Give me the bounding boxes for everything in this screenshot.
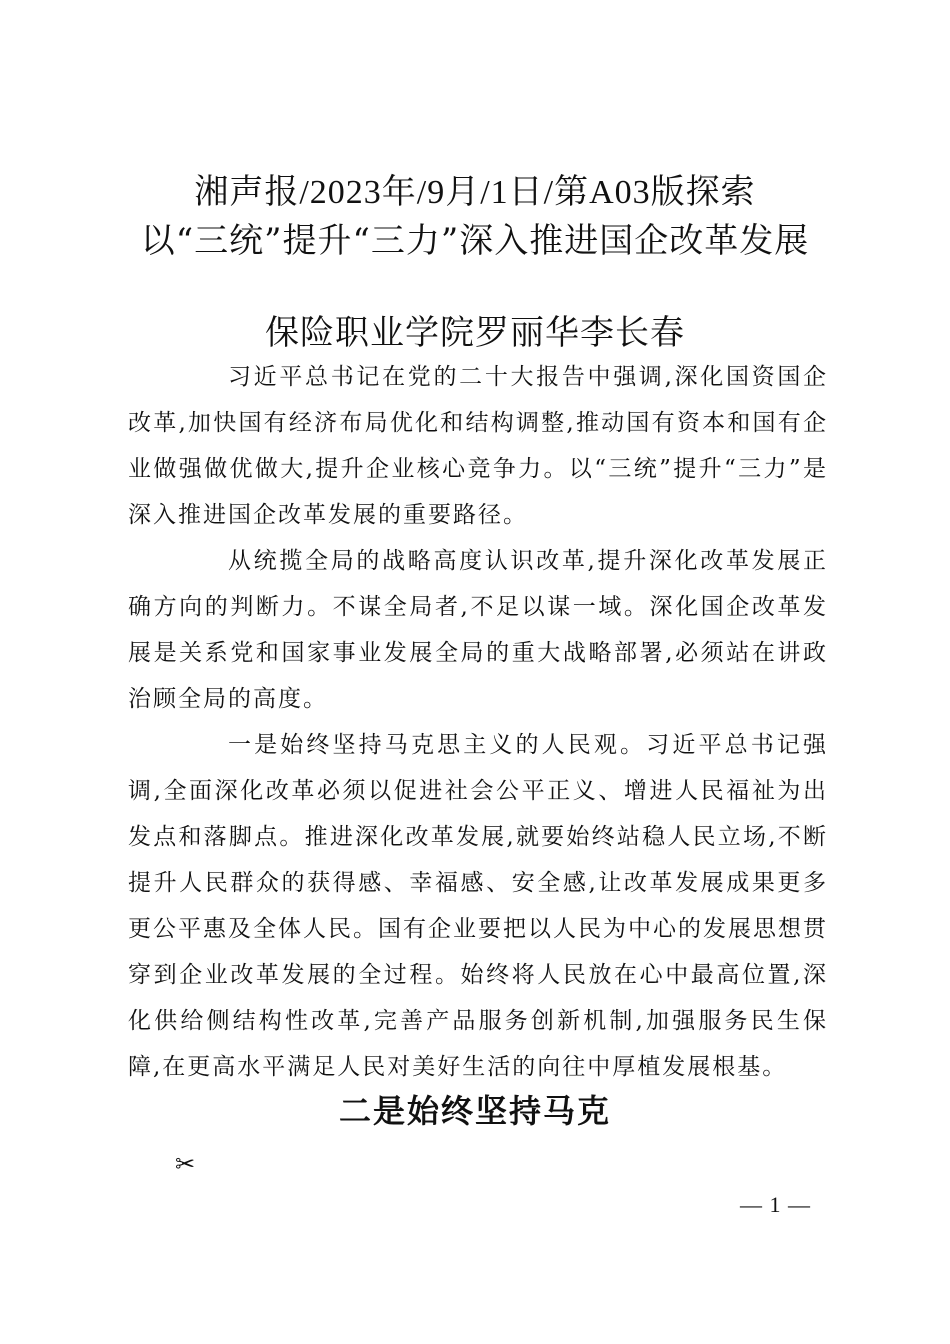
paragraph-3: 一是始终坚持马克思主义的人民观。习近平总书记强调,全面深化改革必须以促进社会公平正义、增进人民福祉为出发点和落脚点。推进深化改革发展,就要始终站稳人民立场,不断提升人民群众的获得感、幸福感、安全感,让改革发展成果更多更公平惠及全体人民。国有企业要把以人民为中心的发展思想贯穿到企业改革发展的全过程。始终将人民放在心中最高位置,深化供给侧结构性改革,完善产品服务创新机制,加强服务民生保障,在更高水平满足人民对美好生活的向往中厚植发展根基。 <box>128 732 828 1080</box>
paragraph-2: 从统揽全局的战略高度认识改革,提升深化改革发展正确方向的判断力。不谋全局者,不足以谋一域。深化国企改革发展是关系党和国家事业发展全局的重大战略部署,必须站在讲政治顾全局的高度。 <box>128 548 828 712</box>
author-line: 保险职业学院罗丽华李长春 <box>265 313 685 353</box>
section-sub-heading: 二是始终坚持马克 <box>338 1092 611 1130</box>
paragraph-1: 习近平总书记在党的二十大报告中强调,深化国资国企改革,加快国有经济布局优化和结构调整,推动国有资本和国有企业做强做优做大,提升企业核心竞争力。以“三统”提升“三力”是深入推进国企改革发展的重要路径。 <box>128 364 828 528</box>
source-line: 湘声报/2023年/9月/1日/第A03版探索 <box>194 174 756 211</box>
scissors-icon: ✂ <box>175 1150 196 1178</box>
article-title: 以“三统”提升“三力”深入推进国企改革发展 <box>140 221 810 261</box>
page-number: — 1 — <box>740 1192 811 1217</box>
